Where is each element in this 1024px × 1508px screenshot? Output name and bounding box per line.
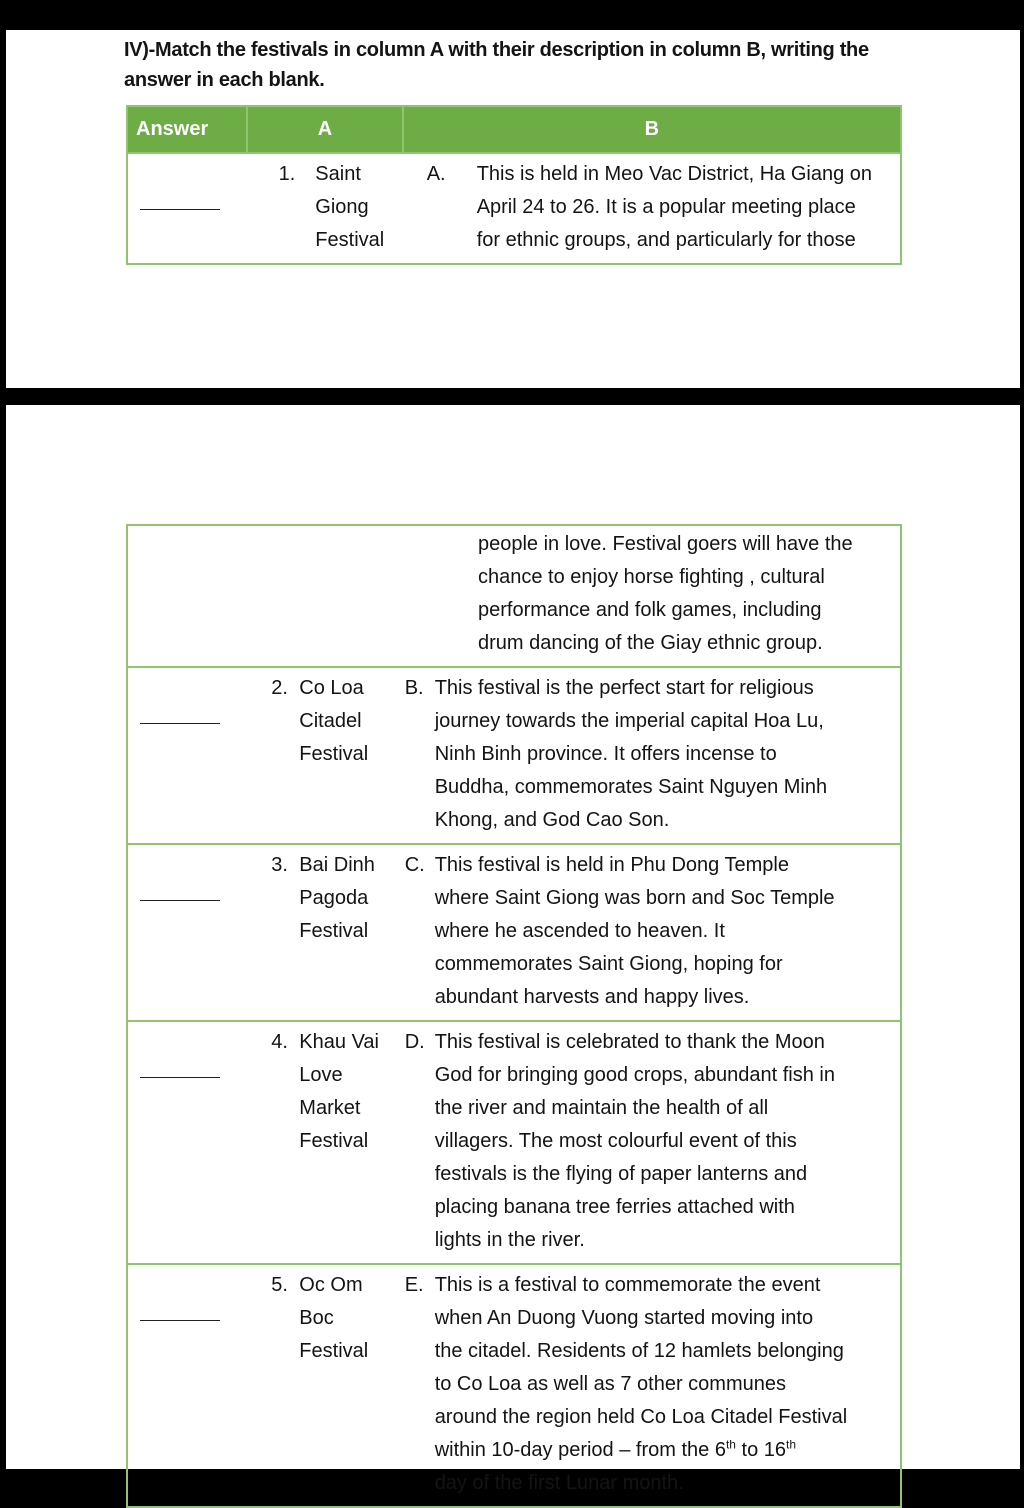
festival-name: Co Loa Citadel Festival bbox=[299, 677, 369, 765]
festival-name: Bai Dinh Pagoda Festival bbox=[299, 854, 375, 942]
description-text: This festival is the perfect start for religious journey towards the imperial capital Hoa Lu, Ninh Binh province. It offers incense to Buddha, commemorates Saint Nguyen Minh Khong, and God Cao Son. bbox=[434, 677, 828, 831]
continuation-cell bbox=[127, 525, 901, 667]
page-bottom bbox=[6, 405, 1020, 1494]
answer-cell bbox=[127, 667, 247, 844]
festival-cell bbox=[247, 1021, 402, 1264]
description-cell bbox=[403, 153, 901, 264]
festival-number: 3. bbox=[271, 854, 288, 876]
description-cell bbox=[403, 844, 901, 1021]
table-row bbox=[127, 667, 901, 844]
table-row-continuation bbox=[127, 525, 901, 667]
description-text: This is held in Meo Vac District, Ha Giang on April 24 to 26. It is a popular meeting place for ethnic groups, and particularly for those bbox=[476, 163, 873, 251]
table-row bbox=[127, 1021, 901, 1264]
description-cell bbox=[403, 1264, 901, 1507]
answer-blank[interactable] bbox=[140, 1287, 220, 1321]
festival-cell bbox=[247, 844, 402, 1021]
description-text: This festival is held in Phu Dong Temple where Saint Giong was born and Soc Temple where he ascended to heaven. It commemorates Saint Giong, hoping for abundant harvests and happy lives. bbox=[434, 854, 835, 1008]
festival-cell bbox=[247, 667, 402, 844]
festival-number: 5. bbox=[271, 1274, 288, 1296]
instruction-line-2: answer in each blank. bbox=[124, 69, 325, 91]
festival-number: 2. bbox=[271, 677, 288, 699]
festival-number: 4. bbox=[271, 1031, 288, 1053]
page-top bbox=[6, 30, 1020, 388]
instruction-line-1: IV)-Match the festivals in column A with their description in column B, writing the bbox=[124, 39, 869, 61]
festival-name: Oc Om Boc Festival bbox=[299, 1274, 369, 1362]
festival-cell bbox=[247, 1264, 402, 1507]
answer-cell bbox=[127, 1264, 247, 1507]
festival-cell bbox=[247, 153, 402, 264]
answer-blank[interactable] bbox=[140, 867, 220, 901]
description-letter: E. bbox=[404, 1274, 424, 1296]
header-b: B bbox=[403, 106, 901, 153]
description-letter: A. bbox=[426, 163, 446, 185]
description-cell bbox=[403, 1021, 901, 1264]
answer-cell bbox=[127, 153, 247, 264]
description-text: people in love. Festival goers will have the chance to enjoy horse fighting , cultural performance and folk games, including drum dancing of the Giay ethnic group. bbox=[478, 533, 853, 654]
description-line-dates: within 10-day period – from the 6th to 16th bbox=[434, 1437, 797, 1461]
festival-name: Saint Giong Festival bbox=[315, 163, 385, 251]
table-row bbox=[127, 844, 901, 1021]
festival-name: Khau Vai Love Market Festival bbox=[299, 1031, 379, 1152]
table-row bbox=[127, 153, 901, 264]
festival-number: 1. bbox=[278, 163, 296, 185]
description-letter: D. bbox=[404, 1031, 425, 1053]
description-letter: C. bbox=[404, 854, 425, 876]
answer-blank[interactable] bbox=[140, 1044, 220, 1078]
description-text: This festival is celebrated to thank the Moon God for bringing good crops, abundant fish in the river and maintain the health of all villagers. The most colourful event of this festivals is the flying of paper lanterns and placing banana tree ferries attached with lights in the river. bbox=[434, 1031, 835, 1251]
header-a: A bbox=[247, 106, 402, 153]
description-letter: B. bbox=[404, 677, 424, 699]
table-row bbox=[127, 1264, 901, 1507]
answer-cell bbox=[127, 844, 247, 1021]
answer-cell bbox=[127, 1021, 247, 1264]
description-text: This is a festival to commemorate the event when An Duong Vuong started moving into the citadel. Residents of 12 hamlets belonging to Co Loa as well as 7 other communes around the region held Co Loa Citadel Festival within 10-day period – from the 6th to 16th day of the first Lunar month. bbox=[435, 1269, 896, 1500]
answer-blank[interactable] bbox=[140, 690, 220, 724]
header-row bbox=[127, 106, 901, 153]
description-cell bbox=[403, 667, 901, 844]
answer-blank[interactable] bbox=[140, 176, 220, 210]
matching-table-part-2 bbox=[126, 524, 902, 1508]
header-answer: Answer bbox=[127, 106, 247, 153]
instruction bbox=[124, 35, 924, 95]
matching-table-part-1 bbox=[126, 105, 902, 265]
